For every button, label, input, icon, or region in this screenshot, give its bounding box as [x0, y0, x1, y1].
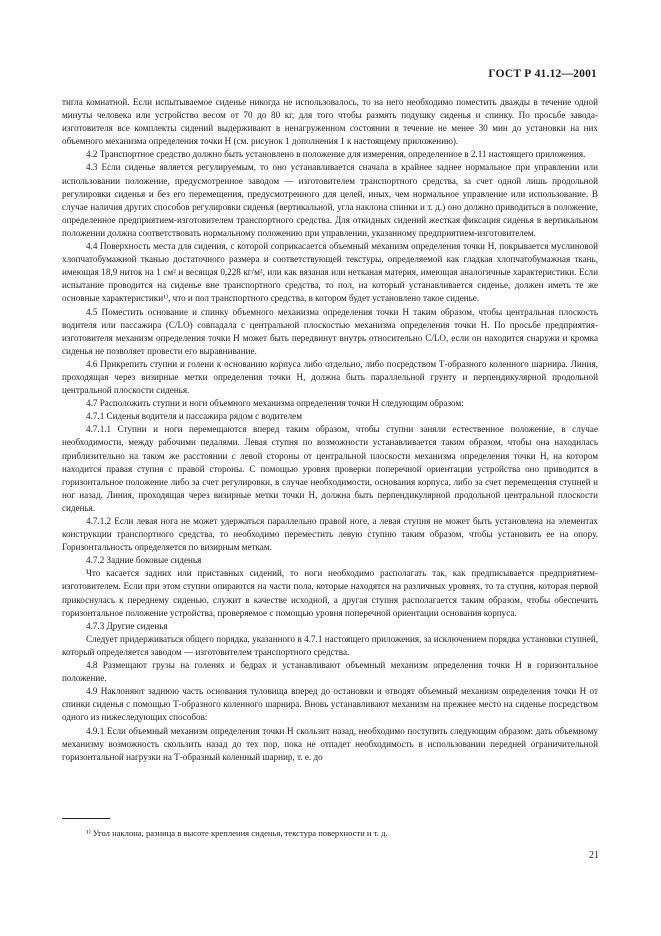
paragraph: 4.7.1.2 Если левая нога не может удержаться параллельно правой ноге, а левая ступня не может быть установлена на элементах конструкции транспортного средства, то необходимо переместить левую ступню таким образом, чтобы установить ее на опору. Горизонтальность определяется по визирным меткам. [62, 516, 598, 553]
section-heading: 4.7.2 Задние боковые сиденья [86, 555, 202, 566]
paragraph: 4.3 Если сиденье является регулируемым, то оно устанавливается сначала в крайнее заднее нормальное при управлении или использовании положение, предусмотренное заводом — изготовителем транспортного средства, за счет одной лишь продольной регулировки сиденья и без его перемещения, предусмотренного для целей, иных, чем нормальное управление или использование. В случае наличия других способов регулировки сиденья (вертикальной, угла наклона спинки и т. д.) оно должно приводиться в положение, определенное предприятием-изготовителем транспортного средства. Для откидных сидений жесткая фиксация сиденья в вертикальном положении должна соответствовать нормальному положению при управлении, указанному предприятием-изготовителем. [62, 162, 598, 238]
paragraph: 4.6 Прикрепить ступни и голени к основанию корпуса либо отдельно, либо посредством Т-образного коленного шарнира. Линия, проходящая через визирные метки определения точки H, должна быть параллельной грунту и перпендикулярной продольной центральной плоскости сиденья. [62, 358, 598, 396]
paragraph: Что касается задних или приставных сидений, то ноги необходимо располагать так, как предписывается предприятием-изготовителем. Если при этом ступни опираются на части пола, которые находятся на различных уровнях, то та ступня, которая первой прикоснулась к переднему сиденью, служит в качестве исходной, а другая ступня располагается таким образом, чтобы обеспечить горизонтальное положение устройства, проверяемое с помощью уровня поперечной ориентации основания корпуса. [62, 568, 598, 618]
paragraph: 4.7.1.1 Ступни и ноги перемещаются вперед таким образом, чтобы ступни заняли естественное положение, в случае необходимости, между рабочими педалями. Левая ступня по возможности устанавливается таким образом, чтобы она находилась приблизительно на таком же расстоянии с левой стороны от центральной плоскости механизма определения точки H, на котором находится правая ступня с правой стороны. С помощью уровня проверки поперечной ориентации устройства оно приводится в горизонтальное положение либо за счет регулировки, в случае необходимости, основания корпуса, либо за счет перемещения ступней и ног назад. Линия, проходящая через визирные метки точки H, должна быть перпендикулярной продольной центральной плоскости сиденья. [62, 424, 598, 513]
paragraph: 4.5 Поместить основание и спинку объемного механизма определения точки H таким образом, чтобы центральная плоскость водителя или пассажира (C/LO) совпадала с центральной плоскостью механизма определения точки H. По просьбе предприятия-изготовителя механизм определения точки H может быть передвинут внутрь относительно C/LO, если он находится снаружи и кромка сиденья не позволяет провести его выравнивание. [62, 306, 598, 356]
paragraph: 4.8 Размещают грузы на голенях и бедрах и устанавливают объемный механизм определения точки H в горизонтальное положение. [62, 660, 598, 684]
page-number: 21 [589, 850, 599, 861]
paragraph: 4.7 Расположить ступни и ноги объемного механизма определения точки H следующим образом: [86, 398, 464, 409]
paragraph: Следует придерживаться общего порядка, указанного в 4.7.1 настоящего приложения, за исключением порядка установки ступней, который определяется заводом — изготовителем транспортного средства. [62, 633, 598, 657]
paragraph: 4.4 Поверхность места для сидения, с которой соприкасается объемный механизм определения точки H, покрывается муслиновой хлопчатобумажной тканью достаточного размера и соответствующей текстуры, определяемой как гладкая хлопчатобумажная ткань, имеющая 18,9 ниток на 1 см² и весящая 0,228 кг/м², или как вязаная или нетканая материя, имеющая аналогичные характеристики. Если испытание проводится на сиденье вне транспортного средства, то пол, на который устанавливается сиденье, должен иметь те же основные характеристики¹⁾, что и пол транспортного средства, в котором будет установлено такое сиденье. [62, 241, 598, 304]
paragraph: 4.9 Наклоняют заднюю часть основания туловища вперед до остановки и отводят объемный механизм определения точки H от спинки сиденья с помощью Т-образного коленного шарнира. Вновь устанавливают механизм на прежнее место на сиденье посредством одного из нижеследующих способов: [62, 686, 598, 723]
body-text [62, 96, 598, 764]
paragraph: тигла комнатной. Если испытываемое сиденье никогда не использовалось, то на него необходимо поместить дважды в течение одной минуты человека или устройство весом от 70 до 80 кг, для того чтобы размять подушку сиденья и спинку. По просьбе завода-изготовителя все комплекты сидений выдерживают в ненагруженном состоянии в течение не менее 30 мин до установки на них объемного механизма определения точки H (см. рисунок 1 дополнения 1 к настоящему приложению). [62, 97, 598, 147]
section-heading: 4.7.3 Другие сиденья [86, 620, 168, 631]
paragraph: 4.2 Транспортное средство должно быть установлено в положение для измерения, определенное в 2.11 настоящего приложения. [86, 149, 586, 160]
footnote: ¹⁾ Угол наклона, разница в высоте крепления сиденья, текстура поверхности и т. д. [86, 828, 388, 838]
section-heading: 4.7.1 Сиденья водителя и пассажира рядом с водителем [86, 411, 302, 422]
document-header: ГОСТ Р 41.12—2001 [488, 68, 597, 80]
paragraph: 4.9.1 Если объемный механизм определения точки H скользит назад, необходимо поступить следующим образом: дать объемному механизму возможность скользить назад до тех пор, пока не отпадет необходимость в использовании передней ограничительной горизонтальной нагрузки на Т-образный коленный шарнир, т. е. до [62, 725, 598, 762]
footnote-divider [62, 818, 110, 819]
